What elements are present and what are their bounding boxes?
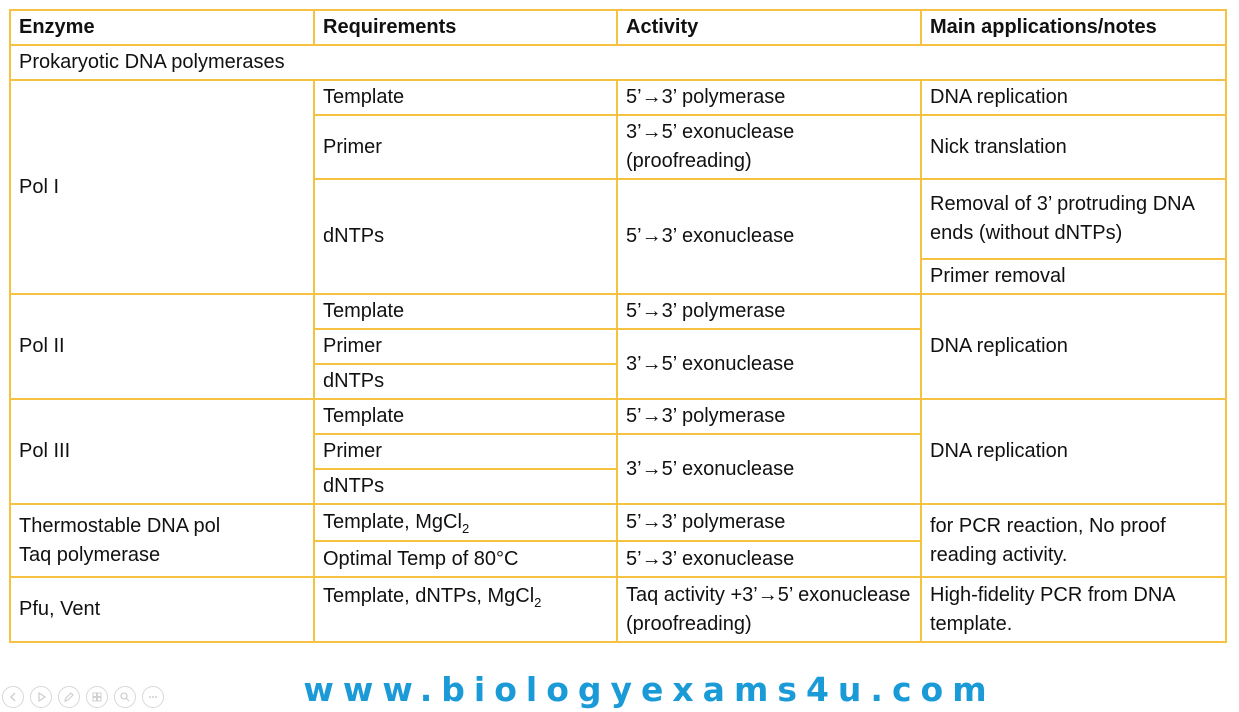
activity-cell: 3’→5’ exonuclease [617, 329, 921, 399]
notes-cell: for PCR reaction, No proof reading activity. [921, 504, 1226, 577]
requirement-cell: Template [314, 80, 617, 115]
website-url: www.biologyexams4u.com [303, 670, 996, 709]
notes-cell: Nick translation [921, 115, 1226, 179]
requirement-cell: Primer [314, 115, 617, 179]
requirement-cell: Template [314, 399, 617, 434]
table-row [10, 294, 1226, 329]
table-row [10, 399, 1226, 434]
enzyme-taq-line2: Taq polymerase [19, 543, 161, 566]
enzyme-pol3: Pol III [10, 399, 314, 504]
section-row [10, 45, 1226, 80]
subscript: 2 [461, 521, 470, 536]
requirement-cell [314, 577, 617, 642]
requirement-cell: dNTPs [314, 364, 617, 399]
notes-cell: Removal of 3’ protruding DNA ends (without dNTPs) [921, 179, 1226, 259]
activity-cell: 5’→3’ polymerase [617, 294, 921, 329]
requirement-cell [314, 504, 617, 541]
requirement-cell: Template [314, 294, 617, 329]
notes-cell: DNA replication [921, 399, 1226, 504]
activity-cell: 3’→5’ exonuclease (proofreading) [617, 115, 921, 179]
activity-cell: 5’→3’ polymerase [617, 504, 921, 541]
header-activity: Activity [617, 10, 921, 45]
header-requirements: Requirements [314, 10, 617, 45]
enzyme-table [9, 9, 1227, 643]
table-row [10, 504, 1226, 541]
requirement-cell: Primer [314, 329, 617, 364]
header-enzyme: Enzyme [10, 10, 314, 45]
enzyme-taq [10, 504, 314, 577]
notes-cell: DNA replication [921, 294, 1226, 399]
activity-cell: 3’→5’ exonuclease [617, 434, 921, 504]
header-row [10, 10, 1226, 45]
subscript: 2 [534, 595, 542, 610]
activity-cell: Taq activity +3’→5’ exonuclease (proofreading) [617, 577, 921, 642]
activity-cell: 5’→3’ exonuclease [617, 541, 921, 577]
requirement-cell: dNTPs [314, 179, 617, 294]
table-row [10, 80, 1226, 115]
notes-cell: Primer removal [921, 259, 1226, 294]
enzyme-pfu: Pfu, Vent [10, 577, 314, 642]
table-row [10, 577, 1226, 642]
requirement-text: Template, MgCl [323, 511, 462, 533]
notes-cell: High-fidelity PCR from DNA template. [921, 577, 1226, 642]
enzyme-pol2: Pol II [10, 294, 314, 399]
enzyme-taq-line1: Thermostable DNA pol [19, 514, 221, 537]
header-applications: Main applications/notes [921, 10, 1226, 45]
activity-cell: 5’→3’ polymerase [617, 80, 921, 115]
requirement-cell: dNTPs [314, 469, 617, 504]
notes-cell: DNA replication [921, 80, 1226, 115]
enzyme-pol1: Pol I [10, 80, 314, 294]
activity-cell: 5’→3’ exonuclease [617, 179, 921, 294]
requirement-text: Template, dNTPs, MgCl [323, 585, 535, 607]
requirement-cell: Optimal Temp of 80°C [314, 541, 617, 577]
activity-cell: 5’→3’ polymerase [617, 399, 921, 434]
section-label: Prokaryotic DNA polymerases [10, 45, 1226, 80]
requirement-cell: Primer [314, 434, 617, 469]
